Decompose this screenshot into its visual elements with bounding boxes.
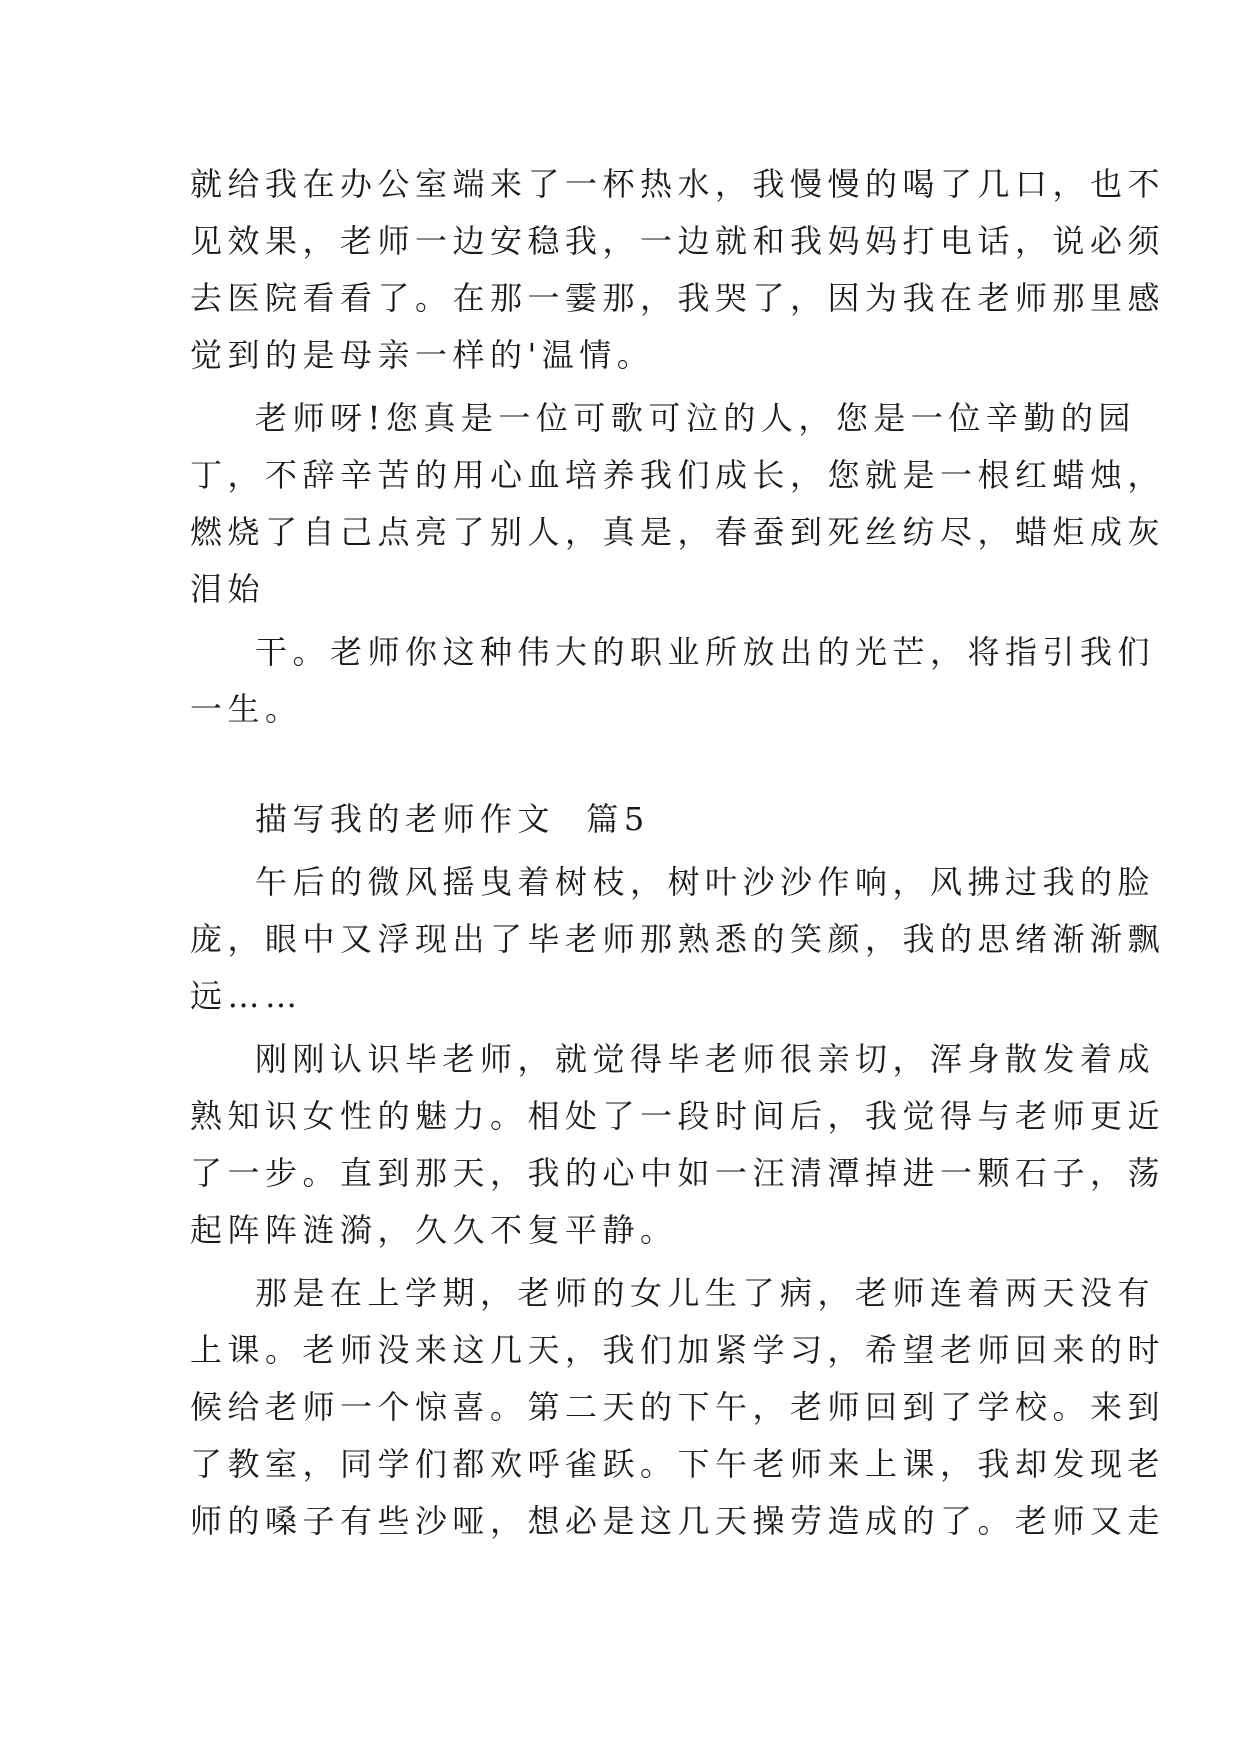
text-line: 刚刚认识毕老师，就觉得毕老师很亲切，浑身散发着成 [255, 1040, 1156, 1078]
section-title: 描写我的老师作文 篇5 [255, 800, 650, 838]
text-line: 庞，眼中又浮现出了毕老师那熟悉的笑颜，我的思绪渐渐飘 [190, 920, 1166, 958]
text-line: 就给我在办公室端来了一杯热水，我慢慢的喝了几口，也不 [190, 165, 1166, 203]
text-line: 候给老师一个惊喜。第二天的下午，老师回到了学校。来到 [190, 1388, 1166, 1426]
text-line: 燃烧了自己点亮了别人，真是，春蚕到死丝纺尽，蜡炬成灰 [190, 513, 1166, 551]
text-line: 丁，不辞辛苦的用心血培养我们成长，您就是一根红蜡烛， [190, 456, 1166, 494]
text-line: 上课。老师没来这几天，我们加紧学习，希望老师回来的时 [190, 1331, 1166, 1369]
text-line: 师的嗓子有些沙哑，想必是这几天操劳造成的了。老师又走 [190, 1502, 1166, 1540]
text-line: 干。老师你这种伟大的职业所放出的光芒，将指引我们 [255, 633, 1156, 671]
text-line: 了一步。直到那天，我的心中如一汪清潭掉进一颗石子，荡 [190, 1154, 1166, 1192]
text-line: 那是在上学期，老师的女儿生了病，老师连着两天没有 [255, 1274, 1156, 1312]
text-line: 见效果，老师一边安稳我，一边就和我妈妈打电话，说必须 [190, 222, 1166, 260]
text-line: 远…… [190, 977, 303, 1015]
text-line: 老师呀!您真是一位可歌可泣的人，您是一位辛勤的园 [255, 399, 1136, 437]
text-line: 觉到的是母亲一样的'温情。 [190, 336, 655, 374]
text-line: 了教室，同学们都欢呼雀跃。下午老师来上课，我却发现老 [190, 1445, 1166, 1483]
text-line: 泪始 [190, 570, 266, 608]
text-line: 午后的微风摇曳着树枝，树叶沙沙作响，风拂过我的脸 [255, 863, 1156, 901]
text-line: 熟知识女性的魅力。相处了一段时间后，我觉得与老师更近 [190, 1097, 1166, 1135]
text-line: 一生。 [190, 690, 303, 728]
text-line: 起阵阵涟漪，久久不复平静。 [190, 1211, 678, 1249]
text-line: 去医院看看了。在那一霎那，我哭了，因为我在老师那里感 [190, 279, 1166, 317]
